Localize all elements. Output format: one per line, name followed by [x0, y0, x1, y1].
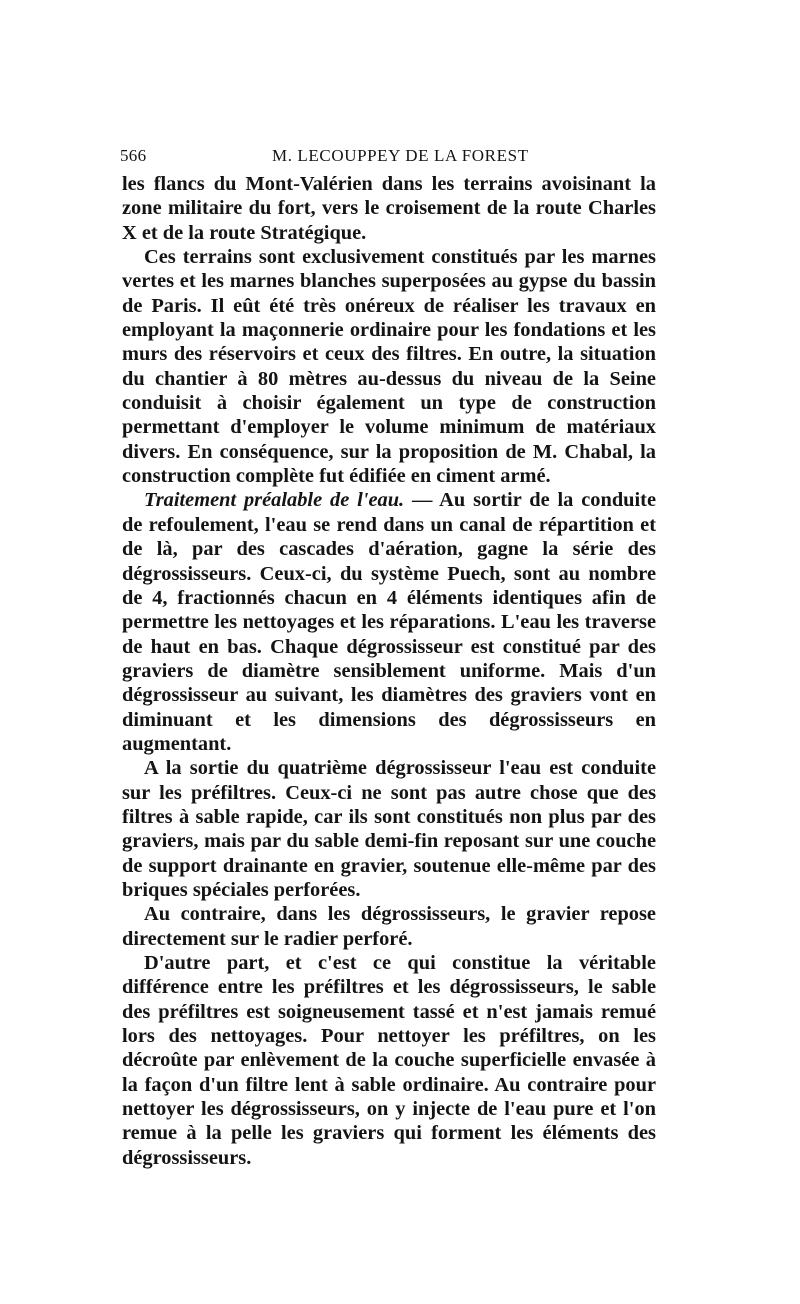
paragraph-3-text: — Au sortir de la conduite de refoulement, l'eau se rend dans un canal de répartition et de là, par des cascades d'aération, gagne la série des dégrossisseurs. Ceux-ci, du système Puech, sont au nombre de 4, fractionnés chacun en 4 éléments identiques afin de permettre les nettoyages et les réparations. L'eau les traverse de haut en bas. Chaque dégrossisseur est constitué par des graviers de diamètre sensiblement uniforme. Mais d'un dégrossisseur au suivant, les diamètres des graviers vont en diminuant et les dimensions des dégrossisseurs en augmentant. [122, 489, 657, 755]
paragraph-2-text: Ces terrains sont exclusivement constitués par les marnes vertes et les marnes blanches superposées au gypse du bassin de Paris. Il eût été très onéreux de réaliser les travaux en employant la maçonnerie ordinaire pour les fondations et les murs des réservoirs et ceux des filtres. En outre, la situation du chantier à 80 mètres au-dessus du niveau de la Seine conduisit à choisir également un type de construction permettant d'employer le volume minimum de matériaux divers. En conséquence, sur la proposition de M. Chabal, la construction complète fut édifiée en ciment armé. [122, 246, 656, 488]
section-heading-traitement: Traitement préalable de l'eau. [144, 489, 405, 512]
book-page [122, 146, 656, 1170]
paragraph-5-text: Au contraire, dans les dégrossisseurs, le gravier repose directement sur le radier perforé. [122, 903, 656, 950]
paragraph-6 [122, 951, 656, 1170]
page-number: 566 [120, 146, 147, 165]
paragraph-3 [122, 488, 656, 756]
paragraph-4-text: A la sortie du quatrième dégrossisseur l'eau est conduite sur les préfiltres. Ceux-ci ne sont pas autre chose que des filtres à sable rapide, car ils sont constitués non plus par des graviers, mais par du sable demi-fin reposant sur une couche de support drainante en gravier, soutenue elle-même par des briques spéciales perforées. [122, 757, 656, 901]
running-title: M. LECOUPPEY DE LA FOREST [272, 146, 529, 165]
paragraph-6-text: D'autre part, et c'est ce qui constitue la véritable différence entre les préfiltres et les dégrossisseurs, le sable des préfiltres est soigneusement tassé et n'est jamais remué lors des nettoyages. Pour nettoyer les préfiltres, on les décroûte par enlèvement de la couche superficielle envasée à la façon d'un filtre lent à sable ordinaire. Au contraire pour nettoyer les dégrossisseurs, on y injecte de l'eau pure et l'on remue à la pelle les graviers qui forment les éléments des dégrossisseurs. [122, 952, 656, 1169]
paragraph-1 [122, 172, 656, 245]
paragraph-4 [122, 756, 656, 902]
paragraph-5 [122, 902, 656, 951]
running-head [122, 146, 656, 172]
paragraph-1-text: les flancs du Mont-Valérien dans les terrains avoisinant la zone militaire du fort, vers le croisement de la route Charles X et de la route Stratégique. [122, 173, 656, 244]
paragraph-2 [122, 245, 656, 488]
body-text [122, 172, 656, 1170]
